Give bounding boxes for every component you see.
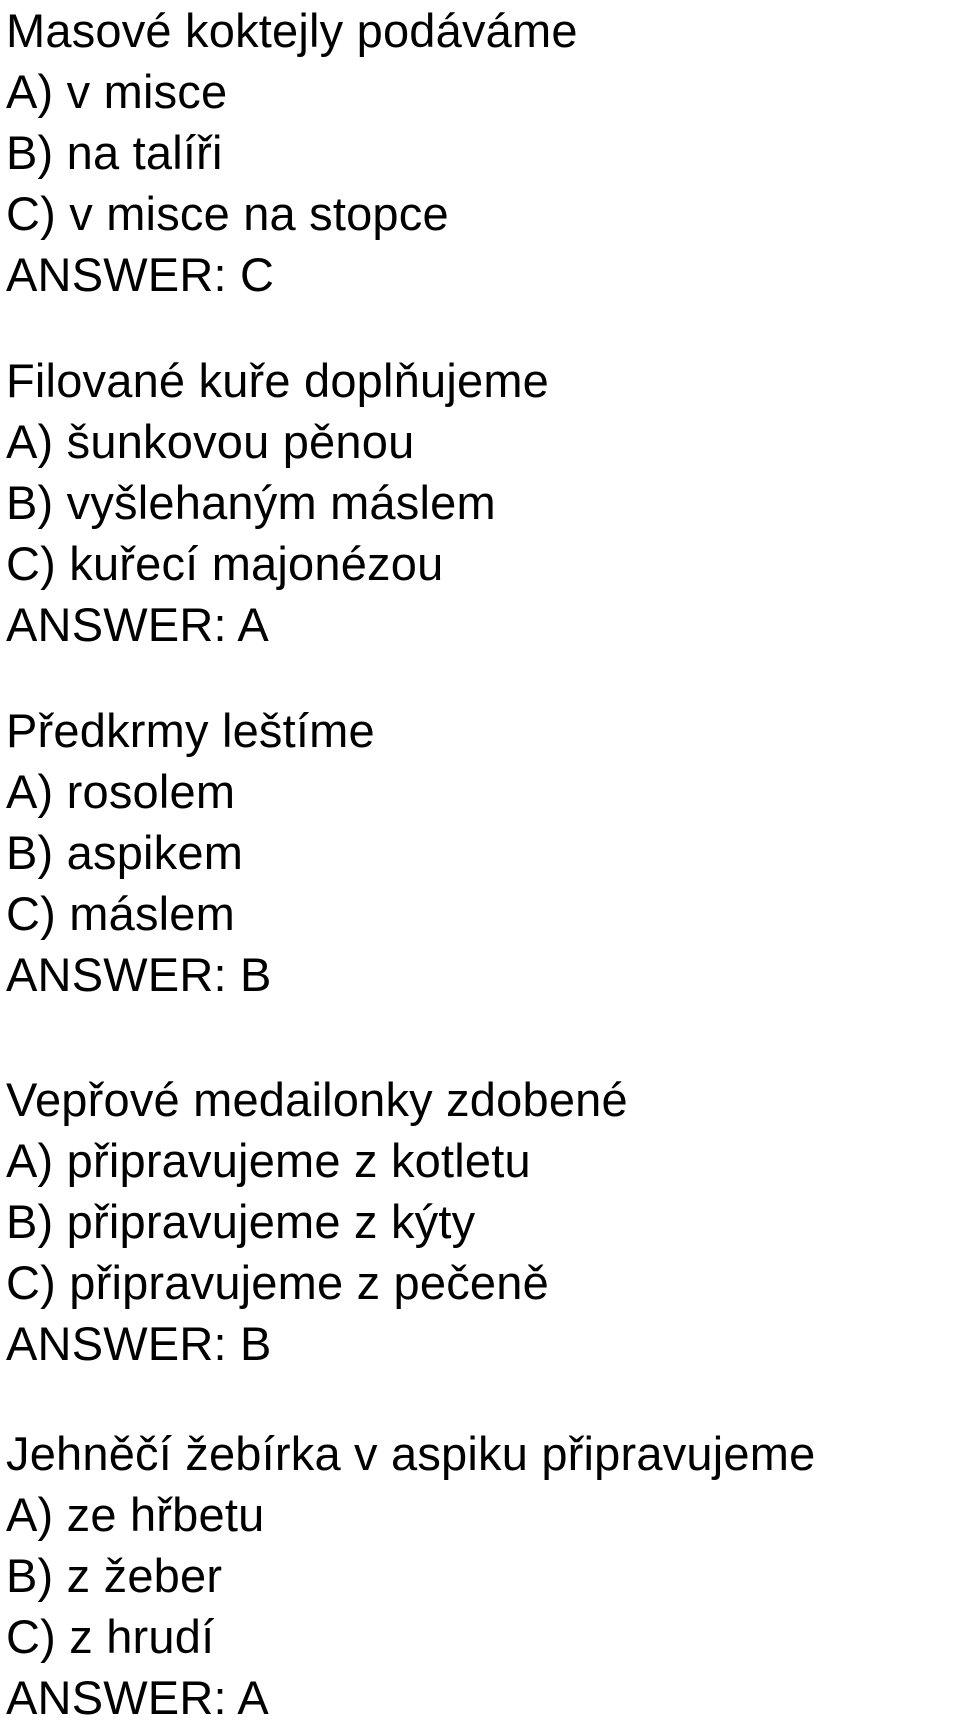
question-block bbox=[6, 700, 956, 1005]
option-a: A) ze hřbetu bbox=[6, 1488, 265, 1541]
answer-line: ANSWER: C bbox=[6, 248, 275, 301]
question-text: Masové koktejly podáváme bbox=[6, 4, 578, 57]
option-a: A) rosolem bbox=[6, 765, 236, 818]
option-c: C) z hrudí bbox=[6, 1610, 215, 1663]
option-a: A) v misce bbox=[6, 65, 228, 118]
option-b: B) aspikem bbox=[6, 826, 244, 879]
question-text: Jehněčí žebírka v aspiku připravujeme bbox=[6, 1427, 816, 1480]
question-text: Předkrmy leštíme bbox=[6, 704, 375, 757]
answer-line: ANSWER: B bbox=[6, 948, 272, 1001]
option-a: A) šunkovou pěnou bbox=[6, 415, 415, 468]
option-c: C) kuřecí majonézou bbox=[6, 537, 444, 590]
option-b: B) připravujeme z kýty bbox=[6, 1195, 476, 1248]
answer-line: ANSWER: A bbox=[6, 1671, 269, 1724]
question-block bbox=[6, 0, 956, 305]
option-b: B) z žeber bbox=[6, 1549, 223, 1602]
question-text: Vepřové medailonky zdobené bbox=[6, 1073, 628, 1126]
option-b: B) vyšlehaným máslem bbox=[6, 476, 496, 529]
question-text: Filované kuře doplňujeme bbox=[6, 354, 550, 407]
option-b: B) na talíři bbox=[6, 126, 223, 179]
question-block bbox=[6, 350, 956, 655]
option-c: C) máslem bbox=[6, 887, 235, 940]
question-block bbox=[6, 1069, 956, 1374]
question-block bbox=[6, 1423, 956, 1728]
answer-line: ANSWER: A bbox=[6, 598, 269, 651]
answer-line: ANSWER: B bbox=[6, 1317, 272, 1370]
option-c: C) v misce na stopce bbox=[6, 187, 449, 240]
option-a: A) připravujeme z kotletu bbox=[6, 1134, 531, 1187]
option-c: C) připravujeme z pečeně bbox=[6, 1256, 549, 1309]
